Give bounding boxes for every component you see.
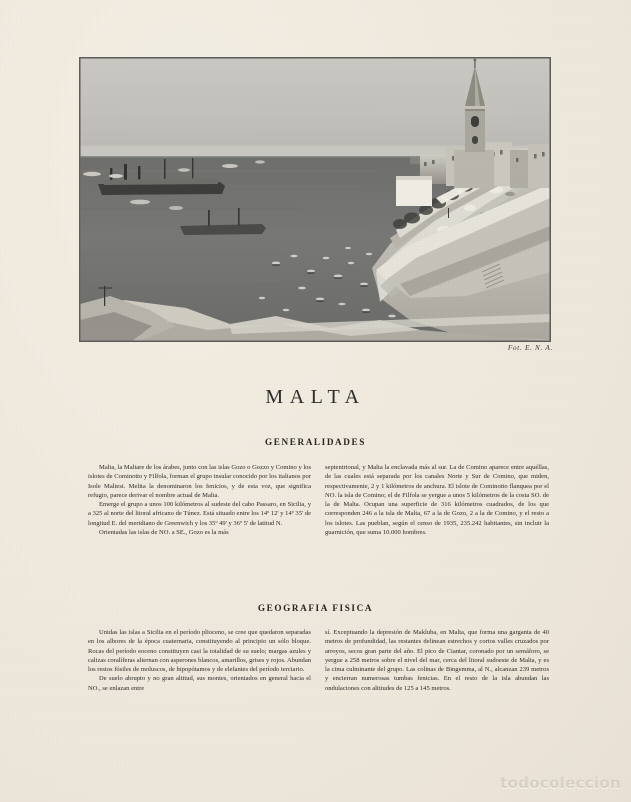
paragraph: Malta, la Maltare de los árabes, junto con las islas Gozo o Gozzo y Comino y los islotes de Cominotto y Filfola, forman el grupo insular conocido por los italianos por Isole Maltesi. Melita la denominaron los fenicios, y de esta voz, que significa refugio, parece derivar el nombre actual de Malta.	[88, 464, 312, 499]
paragraph: sí. Exceptuando la depresión de Makluba, en Malta, que forma una garganta de 40 metros de profundidad, las restantes delinean estrechos y cortos valles cruzados por arroyos, secos gran parte del año. El pico de Ciantar, coronado por un semáforo, se yergue a 258 metros sobre el nivel del mar, cerca del litoral sudoeste de Malta, y es la cima culminante del grupo. Las colinas de Bingemma, al N., alcanzan 239 metros y encierran numerosas tumbas fenicias. En el resto de la isla abundan las ondulaciones con altitudes de 125 a 145 metros.	[325, 629, 549, 692]
paragraph: Emerge el grupo a unos 100 kilómetros al sudeste del cabo Passaro, en Sicilia, y a 325 al norte del litoral africano de Túnez. Está situado entre los 14º 12' y 14º 35' de longitud E. del meridiano de Greenwich y los 35º 49' y 36º 5' de latitud N.	[88, 501, 311, 527]
section-heading-geografia-fisica: GEOGRAFIA FISICA	[257, 603, 374, 613]
malta-harbour-photograph	[80, 58, 550, 341]
geografia-fisica-left-column	[88, 628, 311, 693]
paragraph: De suelo abrupto y no gran altitud, sus montes, orientados en general hacia el NO., se enlazan entre	[88, 675, 311, 692]
paragraph: septentrional, y Malta la enclavada más al sur. La de Comino aparece entre aquéllas, de las cuales está separada por los canales Norte y Sur de Comino, que miden, respectivamente, 2 y 1 kilómetros de anchura. El islote de Cominotto flanquea por el NO. la isla de Comino; el de Filfola se yergue a unos 5 kilómetros de la costa SO. de la de Malta. Ocupan una superficie de 316 kilómetros cuadrados, de los que corresponden 246 a la isla de Malta, 67 a la de Gozo, 2 a la de Comino, y el resto a los islotes. Las pueblan, según el censo de 1935, 235.242 habitantes, sin incluir la guarnición, que suma 10.000 hombres.	[325, 464, 549, 536]
paragraph: Orientadas las islas de NO. a SE., Gozo es la más	[99, 528, 229, 536]
todocoleccion-watermark: todocoleccion	[500, 774, 621, 792]
photo-credit: Fot. E. N. A.	[507, 344, 553, 352]
section-heading-generalidades: GENERALIDADES	[265, 437, 366, 447]
generalidades-right-column	[325, 463, 549, 537]
geografia-fisica-right-column	[325, 628, 549, 693]
photograph-image	[80, 58, 550, 341]
paragraph: Unidas las islas a Sicilia en el período plioceno, se cree que quedaron separadas en los albores de la época cuaternaria, constituyendo al principio un sólo bloque. Rocas del período eoceno constituyen casi la totalidad de su suelo; margas azules y calizas coralíferas alternan con asperones blancos, amarillos, grises y rojos. Abundan los restos fósiles de moluscos, de hipopótamos y de elefantes del período terciario.	[88, 629, 311, 673]
generalidades-left-column	[88, 463, 311, 537]
page-title: MALTA	[265, 386, 366, 408]
